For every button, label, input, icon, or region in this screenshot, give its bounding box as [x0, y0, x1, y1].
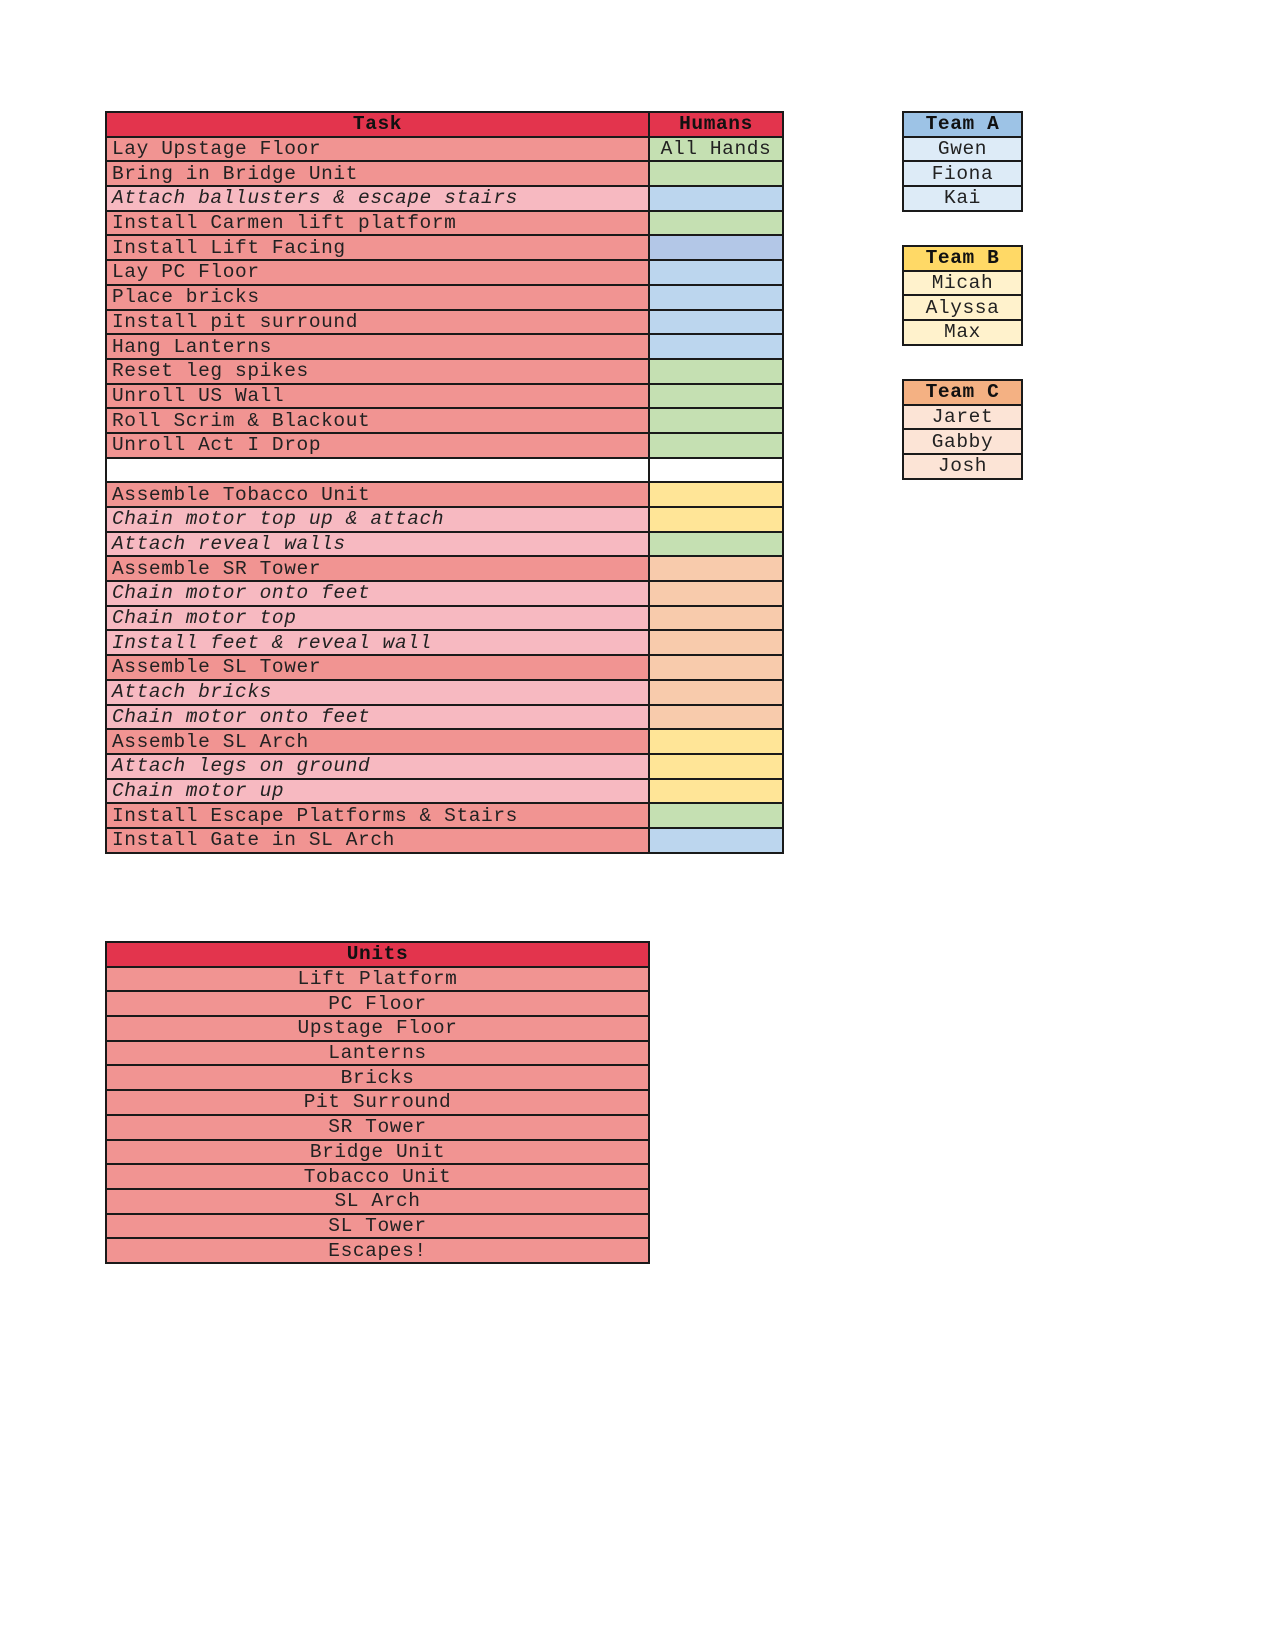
humans-cell[interactable]: [649, 581, 783, 606]
team-member-cell[interactable]: Micah: [903, 271, 1022, 296]
task-row: [106, 705, 783, 730]
humans-cell[interactable]: [649, 556, 783, 581]
task-cell[interactable]: Bring in Bridge Unit: [106, 161, 649, 186]
unit-cell[interactable]: Escapes!: [106, 1238, 649, 1263]
humans-cell[interactable]: [649, 507, 783, 532]
task-row: [106, 359, 783, 384]
unit-cell[interactable]: SL Arch: [106, 1189, 649, 1214]
humans-cell[interactable]: [649, 334, 783, 359]
unit-row: [106, 1115, 649, 1140]
task-cell[interactable]: Assemble SL Tower: [106, 655, 649, 680]
humans-cell[interactable]: [649, 680, 783, 705]
task-cell[interactable]: Install Gate in SL Arch: [106, 828, 649, 853]
team-member-row: [903, 320, 1022, 345]
task-cell[interactable]: Chain motor onto feet: [106, 581, 649, 606]
humans-cell[interactable]: [649, 161, 783, 186]
task-row: [106, 161, 783, 186]
units-column-header[interactable]: Units: [106, 942, 649, 967]
team-member-cell[interactable]: Alyssa: [903, 295, 1022, 320]
unit-cell[interactable]: Pit Surround: [106, 1090, 649, 1115]
team-member-row: [903, 137, 1022, 162]
task-cell[interactable]: Attach legs on ground: [106, 754, 649, 779]
humans-cell[interactable]: [649, 458, 783, 483]
team-a-table: [902, 111, 1023, 212]
task-row: [106, 606, 783, 631]
task-cell[interactable]: Install Escape Platforms & Stairs: [106, 803, 649, 828]
task-row: [106, 235, 783, 260]
unit-row: [106, 1140, 649, 1165]
unit-cell[interactable]: PC Floor: [106, 991, 649, 1016]
task-column-header[interactable]: Task: [106, 112, 649, 137]
humans-cell[interactable]: [649, 211, 783, 236]
humans-cell[interactable]: [649, 384, 783, 409]
humans-cell[interactable]: [649, 433, 783, 458]
task-row: [106, 334, 783, 359]
task-cell[interactable]: Unroll US Wall: [106, 384, 649, 409]
humans-cell[interactable]: [649, 285, 783, 310]
unit-row: [106, 991, 649, 1016]
task-row: [106, 507, 783, 532]
unit-cell[interactable]: SR Tower: [106, 1115, 649, 1140]
humans-cell[interactable]: [649, 235, 783, 260]
task-row: [106, 433, 783, 458]
task-row: [106, 384, 783, 409]
task-row: [106, 408, 783, 433]
unit-row: [106, 1016, 649, 1041]
humans-cell[interactable]: [649, 655, 783, 680]
task-cell[interactable]: Chain motor top up & attach: [106, 507, 649, 532]
task-row: [106, 729, 783, 754]
units-header-row: [106, 942, 649, 967]
humans-cell[interactable]: [649, 310, 783, 335]
humans-cell[interactable]: [649, 408, 783, 433]
unit-cell[interactable]: SL Tower: [106, 1214, 649, 1239]
team-member-cell[interactable]: Kai: [903, 186, 1022, 211]
task-row: [106, 285, 783, 310]
team-member-cell[interactable]: Fiona: [903, 161, 1022, 186]
task-cell[interactable]: Hang Lanterns: [106, 334, 649, 359]
team-member-row: [903, 454, 1022, 479]
task-row: [106, 482, 783, 507]
task-row: [106, 655, 783, 680]
team-member-cell[interactable]: Josh: [903, 454, 1022, 479]
team-member-row: [903, 429, 1022, 454]
humans-cell[interactable]: [649, 606, 783, 631]
humans-cell[interactable]: All Hands: [649, 137, 783, 162]
task-cell[interactable]: Chain motor up: [106, 779, 649, 804]
unit-row: [106, 1214, 649, 1239]
unit-cell[interactable]: Upstage Floor: [106, 1016, 649, 1041]
unit-row: [106, 1189, 649, 1214]
team-member-cell[interactable]: Jaret: [903, 405, 1022, 430]
unit-cell[interactable]: Tobacco Unit: [106, 1164, 649, 1189]
task-cell[interactable]: [106, 458, 649, 483]
tasks-table: [105, 111, 784, 854]
task-cell[interactable]: Install feet & reveal wall: [106, 630, 649, 655]
task-cell[interactable]: Chain motor top: [106, 606, 649, 631]
humans-cell[interactable]: [649, 482, 783, 507]
team-member-cell[interactable]: Max: [903, 320, 1022, 345]
task-cell[interactable]: Install Lift Facing: [106, 235, 649, 260]
team-member-cell[interactable]: Gwen: [903, 137, 1022, 162]
task-cell[interactable]: Roll Scrim & Blackout: [106, 408, 649, 433]
team-b-table: [902, 245, 1023, 346]
unit-row: [106, 1164, 649, 1189]
task-row: [106, 556, 783, 581]
task-cell[interactable]: Lay PC Floor: [106, 260, 649, 285]
task-row: [106, 680, 783, 705]
unit-cell[interactable]: Bridge Unit: [106, 1140, 649, 1165]
unit-row: [106, 1238, 649, 1263]
task-cell[interactable]: Attach reveal walls: [106, 532, 649, 557]
task-cell[interactable]: Attach ballusters & escape stairs: [106, 186, 649, 211]
team-c-header[interactable]: Team C: [903, 380, 1022, 405]
humans-column-header[interactable]: Humans: [649, 112, 783, 137]
team-member-row: [903, 186, 1022, 211]
task-cell[interactable]: Install Carmen lift platform: [106, 211, 649, 236]
team-member-row: [903, 405, 1022, 430]
humans-cell[interactable]: [649, 630, 783, 655]
task-row: [106, 803, 783, 828]
task-cell[interactable]: Place bricks: [106, 285, 649, 310]
team-b-header[interactable]: Team B: [903, 246, 1022, 271]
humans-cell[interactable]: [649, 803, 783, 828]
task-cell[interactable]: Assemble SR Tower: [106, 556, 649, 581]
task-row: [106, 581, 783, 606]
humans-cell[interactable]: [649, 532, 783, 557]
task-row: [106, 310, 783, 335]
team-member-row: [903, 295, 1022, 320]
task-row: [106, 630, 783, 655]
humans-cell[interactable]: [649, 754, 783, 779]
humans-cell[interactable]: [649, 729, 783, 754]
task-row: [106, 458, 783, 483]
unit-row: [106, 1065, 649, 1090]
team-member-row: [903, 161, 1022, 186]
task-cell[interactable]: Unroll Act I Drop: [106, 433, 649, 458]
task-cell[interactable]: Assemble SL Arch: [106, 729, 649, 754]
humans-cell[interactable]: [649, 359, 783, 384]
unit-cell[interactable]: Lanterns: [106, 1041, 649, 1066]
humans-cell[interactable]: [649, 705, 783, 730]
team-member-cell[interactable]: Gabby: [903, 429, 1022, 454]
team-member-row: [903, 271, 1022, 296]
tasks-header-row: [106, 112, 783, 137]
task-cell[interactable]: Reset leg spikes: [106, 359, 649, 384]
humans-cell[interactable]: [649, 260, 783, 285]
task-row: [106, 211, 783, 236]
task-row: [106, 779, 783, 804]
humans-cell[interactable]: [649, 779, 783, 804]
task-cell[interactable]: Lay Upstage Floor: [106, 137, 649, 162]
unit-row: [106, 1090, 649, 1115]
unit-cell[interactable]: Bricks: [106, 1065, 649, 1090]
unit-cell[interactable]: Lift Platform: [106, 967, 649, 992]
task-row: [106, 137, 783, 162]
humans-cell[interactable]: [649, 828, 783, 853]
team-a-header[interactable]: Team A: [903, 112, 1022, 137]
units-table: [105, 941, 650, 1264]
team-c-table: [902, 379, 1023, 480]
task-row: [106, 260, 783, 285]
unit-row: [106, 967, 649, 992]
task-cell[interactable]: Install pit surround: [106, 310, 649, 335]
task-row: [106, 186, 783, 211]
unit-row: [106, 1041, 649, 1066]
task-row: [106, 754, 783, 779]
task-row: [106, 532, 783, 557]
task-row: [106, 828, 783, 853]
humans-cell[interactable]: [649, 186, 783, 211]
task-cell[interactable]: Assemble Tobacco Unit: [106, 482, 649, 507]
task-cell[interactable]: Attach bricks: [106, 680, 649, 705]
task-cell[interactable]: Chain motor onto feet: [106, 705, 649, 730]
